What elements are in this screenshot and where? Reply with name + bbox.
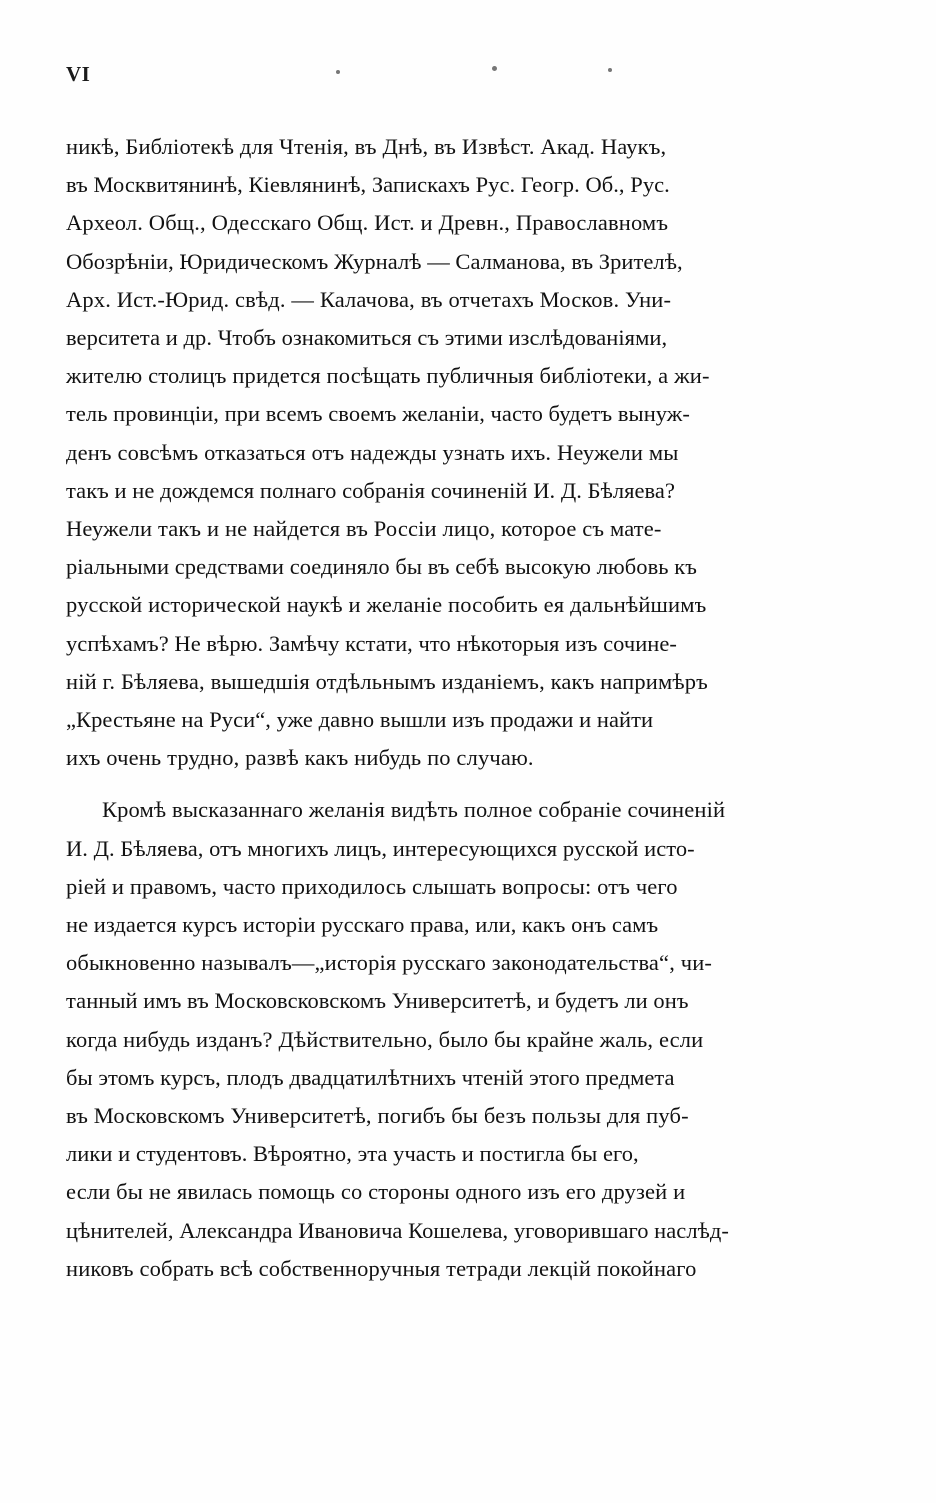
text-line	[66, 510, 872, 548]
paragraph-1	[66, 128, 872, 777]
line-text: такъ и не дождемся полнаго собранія сочиненій И. Д. Бѣляева?	[66, 477, 675, 503]
text-line	[66, 830, 872, 868]
text-line	[66, 1059, 872, 1097]
line-text: если бы не явилась помощь со стороны одного изъ его друзей и	[66, 1179, 686, 1205]
line-text: Археол. Общ., Одесскаго Общ. Ист. и Древн., Православномъ	[66, 210, 669, 236]
line-text: цѣнителей, Александра Ивановича Кошелева, уговорившаго наслѣд-	[66, 1217, 729, 1243]
line-text: денъ совсѣмъ отказаться отъ надежды узнать ихъ. Неужели мы	[66, 439, 679, 465]
text-line	[66, 701, 872, 739]
line-text: Обозрѣніи, Юридическомъ Журналѣ — Салманова, въ Зрителѣ,	[66, 248, 683, 274]
line-text: успѣхамъ? Не вѣрю. Замѣчу кстати, что нѣкоторыя изъ сочине-	[66, 630, 677, 656]
line-text: Неужели такъ и не найдется въ Россіи лицо, которое съ мате-	[66, 516, 662, 542]
line-text: Кромѣ высказаннаго желанія видѣть полное собраніе сочиненій	[102, 797, 726, 823]
line-text: танный имъ въ Московсковскомъ Университетѣ, и будетъ ли онъ	[66, 988, 689, 1014]
text-line	[66, 434, 872, 472]
text-line	[66, 586, 872, 624]
text-line	[66, 166, 872, 204]
line-text: тель провинціи, при всемъ своемъ желаніи, часто будетъ вынуж-	[66, 401, 690, 427]
line-text: никовъ собрать всѣ собственноручныя тетради лекцій покойнаго	[66, 1255, 697, 1281]
body-text	[66, 128, 872, 1288]
text-line	[66, 1173, 872, 1211]
text-line	[66, 281, 872, 319]
line-text: ріей и правомъ, часто приходилось слышать вопросы: отъ чего	[66, 873, 678, 899]
line-text: Арх. Ист.-Юрид. свѣд. — Калачова, въ отчетахъ Москов. Уни-	[66, 286, 672, 312]
line-text: И. Д. Бѣляева, отъ многихъ лицъ, интересующихся русской исто-	[66, 835, 695, 861]
paragraph-2	[66, 791, 872, 1288]
text-line	[66, 906, 872, 944]
line-text: въ Москвитянинѣ, Кіевлянинѣ, Запискахъ Рус. Геогр. Об., Рус.	[66, 172, 670, 198]
line-text: ріальными средствами соединяло бы въ себѣ высокую любовь къ	[66, 554, 697, 580]
line-text: обыкновенно называлъ—„исторія русскаго законодательства“, чи-	[66, 950, 713, 976]
text-line	[66, 1021, 872, 1059]
text-line: ихъ очень трудно, развѣ какъ нибудь по случаю.	[66, 745, 534, 771]
text-line	[66, 1135, 872, 1173]
text-line	[66, 868, 872, 906]
page-number: VI	[66, 62, 91, 86]
text-line	[66, 791, 872, 829]
line-text: не издается курсъ исторіи русскаго права, или, какъ онъ самъ	[66, 912, 659, 938]
text-line	[66, 319, 872, 357]
text-line	[66, 944, 872, 982]
text-line	[66, 128, 872, 166]
text-line	[66, 395, 872, 433]
text-line	[66, 1097, 872, 1135]
text-line	[66, 472, 872, 510]
line-text: верситета и др. Чтобъ ознакомиться съ этими изслѣдованіями,	[66, 325, 668, 351]
text-line	[66, 204, 872, 242]
line-text: лики и студентовъ. Вѣроятно, эта участь и постигла бы его,	[66, 1141, 639, 1167]
line-text: никѣ, Библіотекѣ для Чтенія, въ Днѣ, въ Извѣст. Акад. Наукъ,	[66, 134, 667, 159]
text-line	[66, 625, 872, 663]
speck-dot	[336, 70, 340, 74]
line-text: ній г. Бѣляева, вышедшія отдѣльнымъ изданіемъ, какъ напримѣръ	[66, 668, 708, 694]
text-line	[66, 1250, 872, 1288]
line-text: въ Московскомъ Университетѣ, погибъ бы безъ пользы для пуб-	[66, 1103, 689, 1129]
text-line	[66, 663, 872, 701]
speck-dot	[492, 66, 497, 71]
text-line	[66, 548, 872, 586]
line-text: русской исторической наукѣ и желаніе пособить ея дальнѣйшимъ	[66, 592, 707, 618]
line-text: бы этомъ курсъ, плодъ двадцатилѣтнихъ чтеній этого предмета	[66, 1064, 675, 1090]
text-line	[66, 1212, 872, 1250]
line-text: „Крестьяне на Руси“, уже давно вышли изъ продажи и найти	[66, 707, 654, 733]
text-line	[66, 357, 872, 395]
text-line	[66, 982, 872, 1020]
line-text: когда нибудь изданъ? Дѣйствительно, было бы крайне жаль, если	[66, 1026, 704, 1052]
text-line	[66, 243, 872, 281]
speck-dot	[608, 68, 612, 72]
line-text: жителю столицъ придется посѣщать публичныя библіотеки, а жи-	[66, 363, 710, 389]
